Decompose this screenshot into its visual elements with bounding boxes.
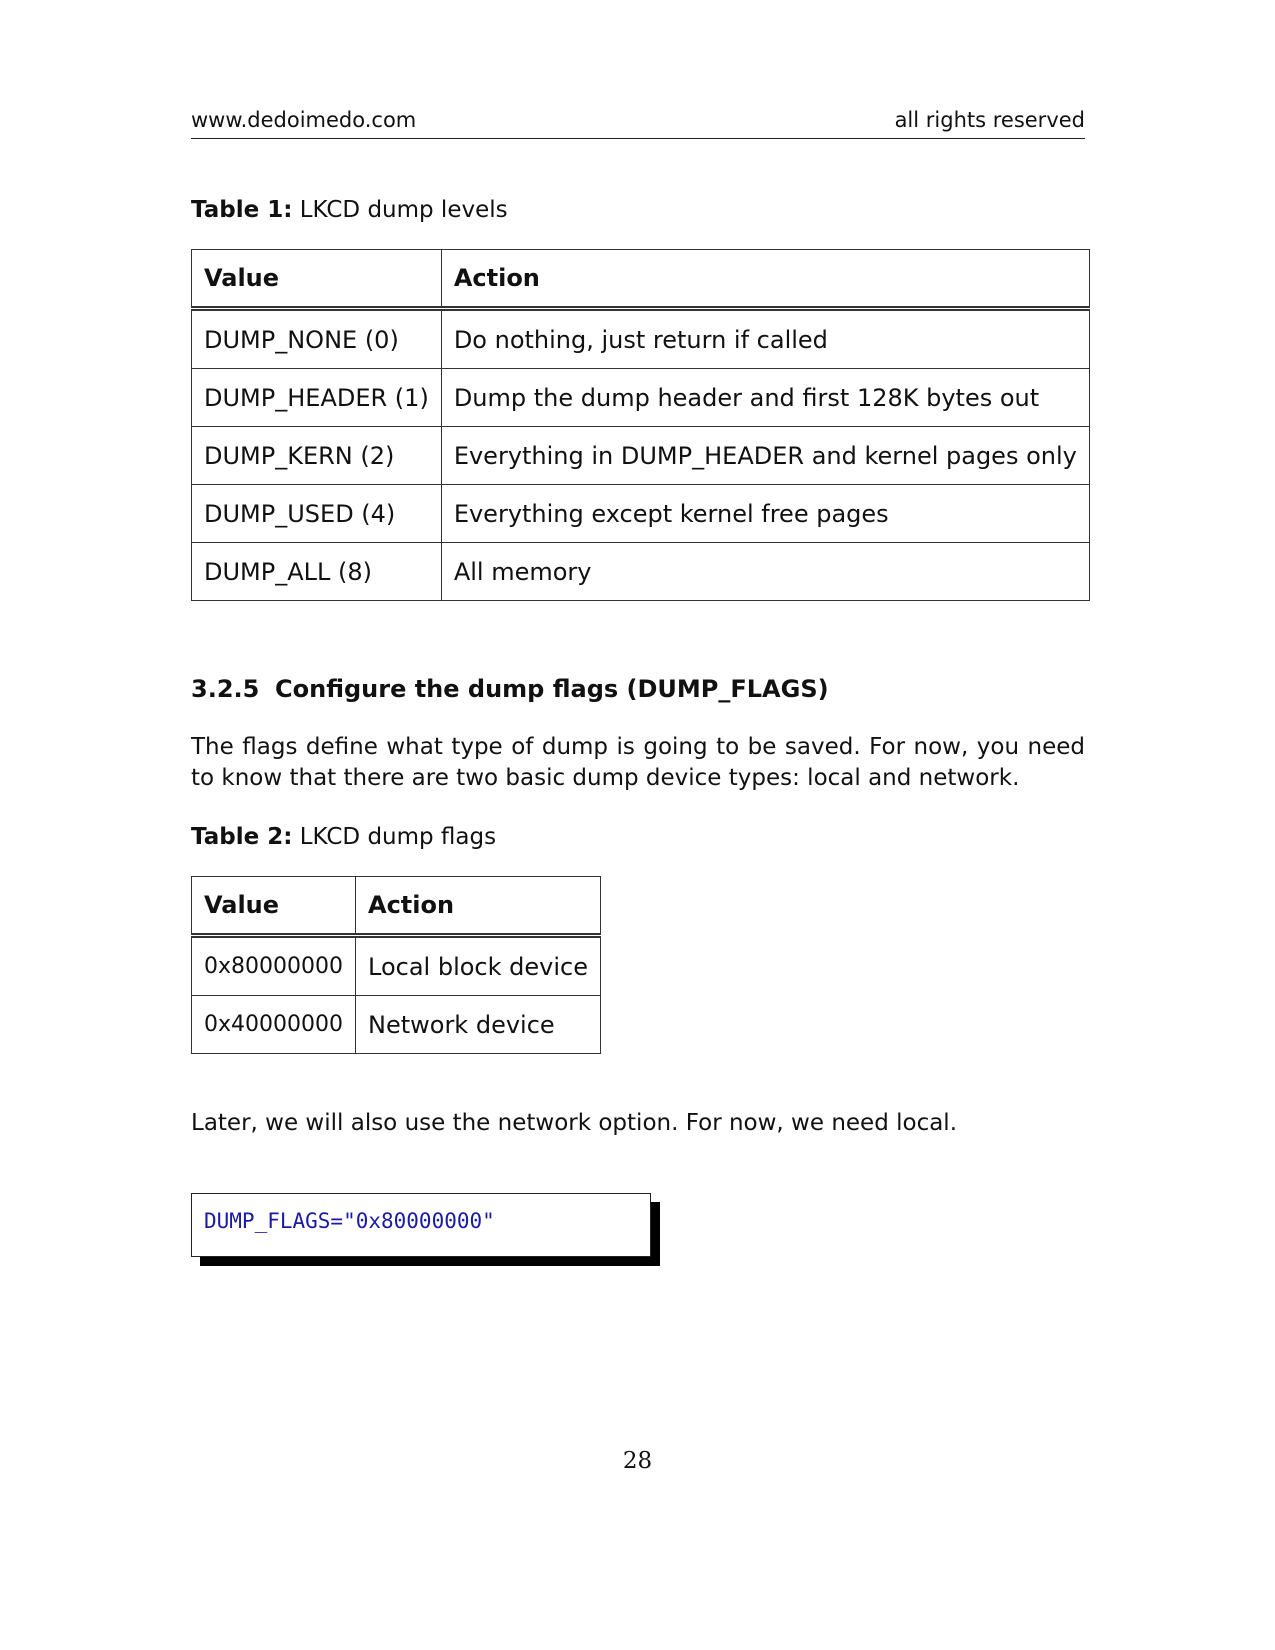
table1-caption bbox=[191, 197, 508, 223]
table-row bbox=[192, 936, 601, 996]
cell-value: DUMP_ALL (8) bbox=[192, 543, 442, 601]
paragraph-dump-flags: The flags define what type of dump is going to be saved. For now, you need to know that there are two basic dump device types: local and network. bbox=[191, 734, 1085, 791]
cell-value: DUMP_NONE (0) bbox=[192, 309, 442, 369]
cell-value: DUMP_USED (4) bbox=[192, 485, 442, 543]
table-row bbox=[192, 485, 1090, 543]
column-header-value: Value bbox=[192, 877, 356, 936]
cell-action: Dump the dump header and first 128K bytes out bbox=[441, 369, 1089, 427]
section-title: Configure the dump flags (DUMP_FLAGS) bbox=[275, 675, 829, 703]
header-site-url: www.dedoimedo.com bbox=[191, 108, 417, 132]
table-row bbox=[192, 369, 1090, 427]
cell-action: Local block device bbox=[356, 936, 601, 996]
section-heading bbox=[191, 675, 829, 703]
cell-value: DUMP_HEADER (1) bbox=[192, 369, 442, 427]
table-row bbox=[192, 309, 1090, 369]
section-number: 3.2.5 bbox=[191, 675, 260, 703]
table-row bbox=[192, 543, 1090, 601]
table2-label: Table 2: bbox=[191, 824, 293, 850]
code-block bbox=[191, 1193, 651, 1257]
cell-action: Do nothing, just return if called bbox=[441, 309, 1089, 369]
table-row bbox=[192, 996, 601, 1054]
column-header-action: Action bbox=[441, 250, 1089, 309]
page-number: 28 bbox=[622, 1448, 653, 1474]
cell-value: DUMP_KERN (2) bbox=[192, 427, 442, 485]
table-header-row bbox=[192, 250, 1090, 309]
column-header-action: Action bbox=[356, 877, 601, 936]
page-header bbox=[191, 108, 1085, 139]
header-rights: all rights reserved bbox=[894, 108, 1085, 132]
dump-flags-table bbox=[191, 876, 601, 1054]
column-header-value: Value bbox=[192, 250, 442, 309]
table1-title: LKCD dump levels bbox=[299, 197, 508, 223]
table2-caption bbox=[191, 824, 496, 850]
cell-action: All memory bbox=[441, 543, 1089, 601]
cell-action: Everything except kernel free pages bbox=[441, 485, 1089, 543]
cell-value: 0x40000000 bbox=[192, 996, 356, 1054]
cell-action: Network device bbox=[356, 996, 601, 1054]
code-line: DUMP_FLAGS="0x80000000" bbox=[204, 1209, 495, 1233]
cell-action: Everything in DUMP_HEADER and kernel pages only bbox=[441, 427, 1089, 485]
cell-value: 0x80000000 bbox=[192, 936, 356, 996]
table-row bbox=[192, 427, 1090, 485]
table-header-row bbox=[192, 877, 601, 936]
dump-levels-table bbox=[191, 249, 1090, 601]
paragraph-network-option: Later, we will also use the network option. For now, we need local. bbox=[191, 1110, 958, 1136]
table1-label: Table 1: bbox=[191, 197, 293, 223]
table2-title: LKCD dump flags bbox=[299, 824, 497, 850]
